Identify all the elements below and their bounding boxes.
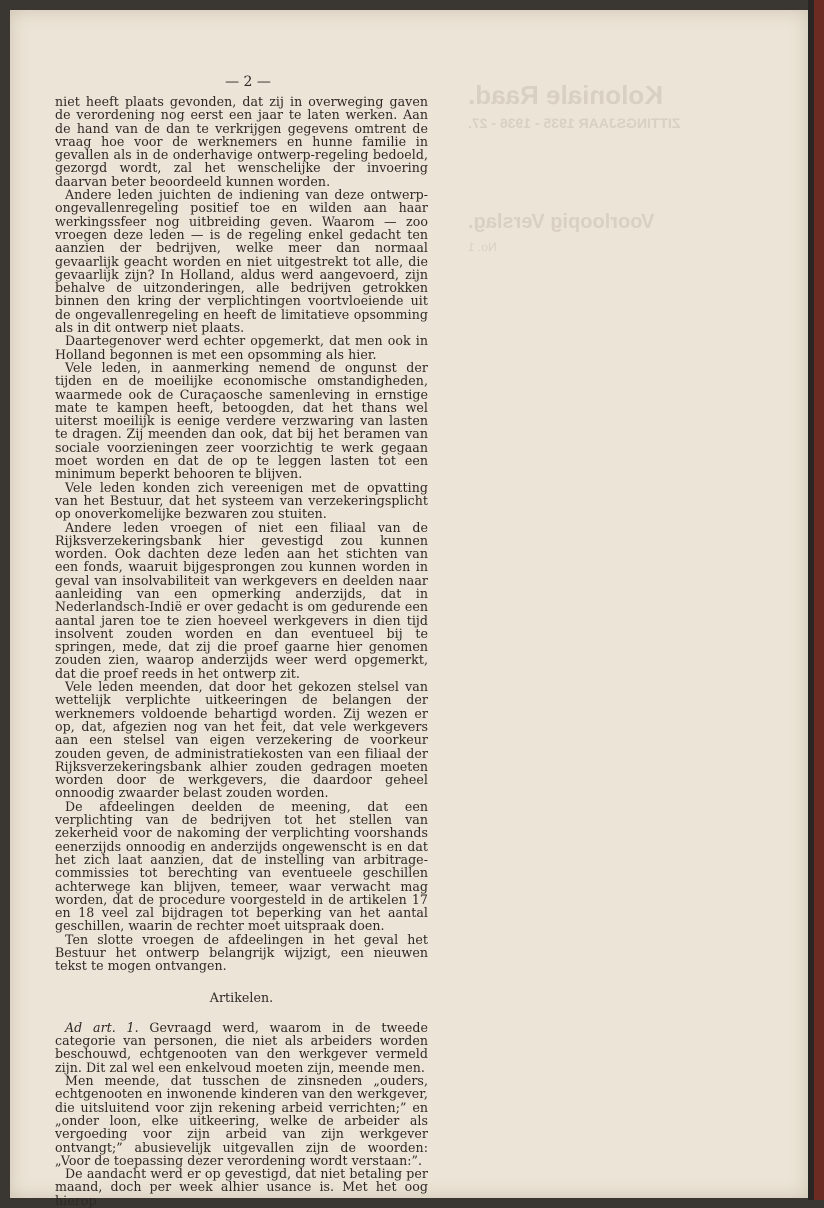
section-heading: Artikelen. — [209, 989, 274, 1005]
paragraph: Vele leden meenden, dat door het gekozen stelsel van wettelijk verplichte uitkeeringen de belangen der werknemers voldoende behartigd worden. Zij wezen er op, dat, afgezien nog van het feit, dat vele werkgevers aan een stelsel van eigen verzekering de voorkeur zouden geven, de administratiekosten van een filiaal der Rijksverzekeringsbank alhier zouden gedragen moeten worden door de werkgevers, die daardoor geheel onnoodig zwaarder belast zouden worden. — [55, 679, 428, 801]
article-label: Ad art. 1. — [65, 1019, 139, 1035]
paragraph: Men meende, dat tusschen de zinsneden „ouders, echtgenooten en inwonende kinderen van den werkgever, die uitsluitend voor zijn rekening arbeid verrichten;” en „onder loon, elke uitkeering, welke de arbeider als vergoeding voor zijn arbeid van zijn werkgever ontvangt;” abusievelijk uitgevallen zijn de woorden: „Voor de toepassing dezer verordening wordt verstaan:”. — [55, 1073, 428, 1168]
paragraph: De aandacht werd er op gevestigd, dat niet betaling per maand, doch per week alhier usance is. Met het oog hierop — [55, 1166, 428, 1208]
article-text: Gevraagd werd, waarom in de tweede categorie van personen, die niet als arbeiders worden beschouwd, echtgenooten van den werkgever vermeld zijn. Dit zal wel een enkelvoud moeten zijn, meende men. — [55, 1019, 428, 1075]
paragraph: Vele leden, in aanmerking nemend de ongunst der tijden en de moeilijke economische omstandigheden, waarmede ook de Curaçaosche samenleving in ernstige mate te kampen heeft, betoogden, dat het thans wel uiterst moeilijk is eenige verdere verzwaring van lasten te dragen. Zij meenden dan ook, dat bij het beramen van sociale voorzieningen zeer voorzichtig te werk gegaan moet worden en dat de op te leggen lasten tot een minimum beperkt behooren te blijven. — [55, 359, 428, 482]
paragraph: Andere leden vroegen of niet een filiaal van de Rijksverzekeringsbank hier gevestigd zou kunnen worden. Ook dachten deze leden aan het stichten van een fonds, waaruit bijgesprongen zou kunnen worden in geval van insolvabiliteit van werkgevers en deelden naar aanleiding van een opmerking anderzijds, dat in Nederlandsch-Indië er over gedacht is om gedurende een aantal jaren toe te zien hoeveel werkgevers in dien tijd insolvent zouden worden en dan eventueel bij te springen, mede, dat zij die proef gaarne hier genomen zouden zien, waarop anderzijds weer werd opgemerkt, dat die proef reeds in het ontwerp zit. — [55, 519, 428, 681]
article-paragraph — [55, 1021, 428, 1074]
book-spine-edge — [808, 0, 824, 1200]
bleed-through-text — [468, 60, 808, 320]
paragraph: Vele leden konden zich vereenigen met de opvatting van het Bestuur, dat het systeem van verzekeringsplicht op onoverkomelijke bezwaren zou stuiten. — [55, 479, 428, 522]
paragraph: De afdeelingen deelden de meening, dat een verplichting van de bedrijven tot het stellen van zekerheid voor de nakoming der verplichting voorshands eenerzijds onnoodig en anderzijds ongewenscht is en dat het zich laat aanzien, dat de instelling van arbitrage-commissies tot berechting van eventueele geschillen achterwege kan blijven, temeer, waar verwacht mag worden, dat de procedure voorgesteld in de artikelen 17 en 18 veel zal bijdragen tot beperking van het aantal geschillen, waarin de rechter moet uitspraak doen. — [55, 798, 428, 934]
paragraph: Daartegenover werd echter opgemerkt, dat men ook in Holland begonnen is met een opsomming als hier. — [55, 333, 428, 362]
bleed-title: Koloniale Raad. — [468, 80, 664, 110]
bleed-number: No. 1 — [468, 240, 497, 254]
bleed-session: ZITTINGSJAAR 1935 - 1936 - 27. — [468, 115, 681, 131]
bleed-report: Voorloopig Verslag. — [468, 211, 655, 233]
paragraph: Ten slotte vroegen de afdeelingen in het geval het Bestuur het ontwerp belangrijk wijzigt, een nieuwen tekst te mogen ontvangen. — [55, 931, 428, 974]
paragraph: Andere leden juichten de indiening van deze ontwerp-ongevallenregeling positief toe en wilden aan haar werkingssfeer nog uitbreiding geven. Waarom — zoo vroegen deze leden — is de regeling enkel gedacht ten aanzien der bedrijven, welke meer dan normaal gevaarlijk geacht worden en niet uitgestrekt tot alle, die gevaarlijk zijn? In Holland, aldus werd aangevoerd, zijn behalve de uitzonderingen, alle bedrijven getrokken binnen den kring der verplichtingen voortvloeiende uit de ongevallenregeling en heeft de limitatieve opsomming als in dit ontwerp niet plaats. — [55, 187, 428, 336]
text-column — [55, 95, 428, 1207]
page-number: — 2 — — [225, 74, 271, 90]
paragraph: niet heeft plaats gevonden, dat zij in overweging gaven de verordening nog eerst een jaar te laten werken. Aan de hand van de dan te verkrijgen gegevens omtrent de vraag hoe voor de werknemers en hunne familie in gevallen als in de onderhavige ontwerp-regeling bedoeld, gezorgd wordt, zal het wenschelijke der invoering daarvan beter beoordeeld kunnen worden. — [55, 94, 428, 189]
